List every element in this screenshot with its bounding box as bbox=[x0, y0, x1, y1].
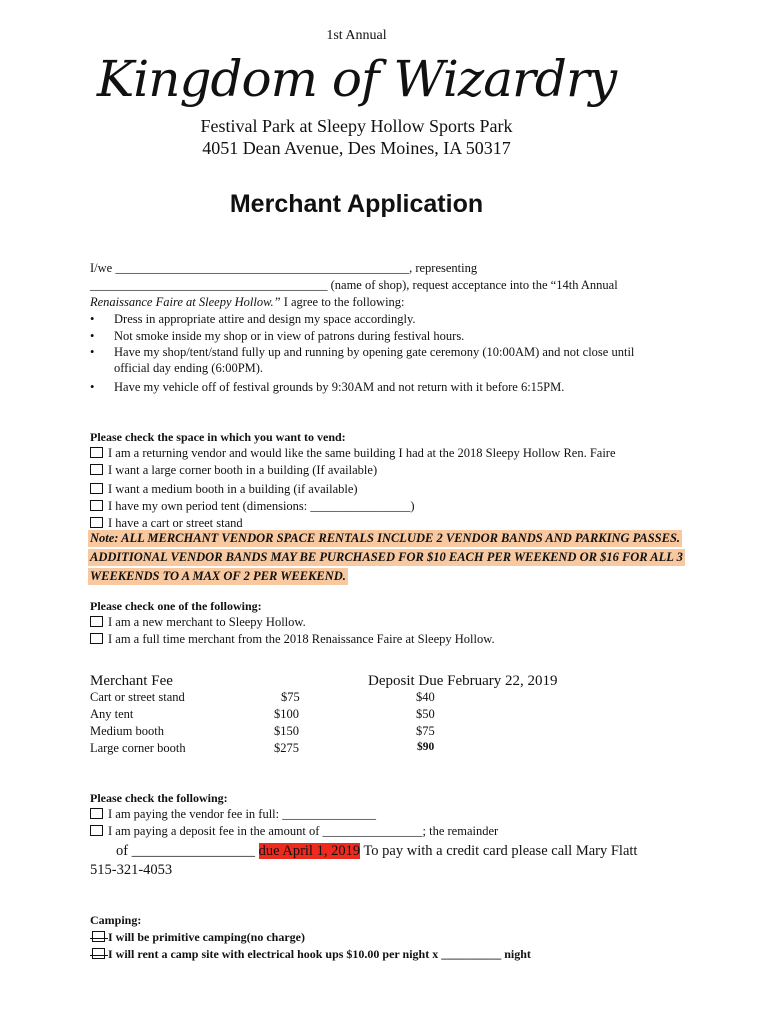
fee-label: Cart or street stand bbox=[90, 690, 185, 704]
rule-item-continued: official day ending (6:00PM). bbox=[114, 361, 264, 375]
checkbox[interactable] bbox=[90, 464, 103, 475]
due-date-highlight: due April 1, 2019 bbox=[258, 843, 361, 859]
intro-line-3 bbox=[90, 295, 405, 310]
merchant-type-heading: Please check one of the following: bbox=[90, 599, 262, 613]
note-line: Note: ALL MERCHANT VENDOR SPACE RENTALS INCLUDE 2 VENDOR BANDS AND PARKING PASSES. bbox=[90, 531, 681, 545]
checkbox[interactable] bbox=[90, 483, 103, 494]
payment-heading: Please check the following: bbox=[90, 791, 228, 805]
deposit-amount: $50 bbox=[416, 707, 435, 721]
merchant-type-option[interactable]: I am a new merchant to Sleepy Hollow. bbox=[90, 615, 306, 630]
payment-option[interactable]: I am paying the vendor fee in full: _______________ bbox=[90, 807, 376, 822]
event-title: Kingdom of Wizardry bbox=[96, 50, 617, 108]
checkbox[interactable] bbox=[90, 808, 103, 819]
checkbox[interactable] bbox=[90, 825, 103, 836]
agree-text: I agree to the following: bbox=[280, 295, 405, 309]
intro-line-2: ______________________________________ (name of shop), request acceptance into the “14th Annual bbox=[90, 278, 618, 292]
vend-option[interactable]: I want a large corner booth in a building (If available) bbox=[90, 463, 377, 478]
vend-option[interactable]: I want a medium booth in a building (if available) bbox=[90, 482, 358, 497]
merchant-type-option[interactable]: I am a full time merchant from the 2018 Renaissance Faire at Sleepy Hollow. bbox=[90, 632, 495, 647]
fee-label: Large corner booth bbox=[90, 741, 186, 755]
fee-label: Medium booth bbox=[90, 724, 164, 738]
deposit-column-header: Deposit Due February 22, 2019 bbox=[368, 673, 558, 689]
fee-amount: $275 bbox=[274, 741, 299, 755]
page-title: Merchant Application bbox=[229, 190, 484, 218]
event-edition: 1st Annual bbox=[326, 28, 387, 43]
note-line: WEEKENDS TO A MAX OF 2 PER WEEKEND. bbox=[90, 569, 346, 583]
camping-heading: Camping: bbox=[90, 913, 142, 927]
rule-item: • Dress in appropriate attire and design my space accordingly. bbox=[90, 312, 416, 326]
checkbox-box bbox=[92, 948, 105, 959]
deposit-amount: $75 bbox=[416, 724, 435, 738]
fee-column-header: Merchant Fee bbox=[90, 673, 173, 689]
deposit-amount: $40 bbox=[416, 690, 435, 704]
deposit-amount: $90 bbox=[417, 741, 435, 753]
note-line: ADDITIONAL VENDOR BANDS MAY BE PURCHASED FOR $10 EACH PER WEEKEND OR $16 FOR ALL 3 bbox=[90, 550, 683, 564]
fee-amount: $150 bbox=[274, 724, 299, 738]
phone-number: 515-321-4053 bbox=[90, 862, 173, 878]
rule-item: • Not smoke inside my shop or in view of patrons during festival hours. bbox=[90, 329, 465, 343]
camping-option[interactable]: I will be primitive camping(no charge) bbox=[90, 930, 305, 945]
vend-option[interactable]: I am a returning vendor and would like the same building I had at the 2018 Sleepy Hollow Ren. Faire bbox=[90, 446, 616, 461]
camping-option[interactable]: I will rent a camp site with electrical hook ups $10.00 per night x __________ night bbox=[90, 947, 531, 962]
intro-line-1: I/we _______________________________________________, representing bbox=[90, 261, 478, 275]
remainder-line: of _________________ due April 1, 2019 To pay with a credit card please call Mary Flatt bbox=[116, 843, 638, 859]
checkbox[interactable] bbox=[90, 633, 103, 644]
vend-section-heading: Please check the space in which you want to vend: bbox=[90, 430, 346, 444]
address-line: 4051 Dean Avenue, Des Moines, IA 50317 bbox=[202, 138, 511, 158]
fee-amount: $75 bbox=[281, 690, 300, 704]
rule-item: • Have my vehicle off of festival grounds by 9:30AM and not return with it before 6:15PM. bbox=[90, 380, 565, 394]
checkbox[interactable] bbox=[90, 616, 103, 627]
venue-line: Festival Park at Sleepy Hollow Sports Park bbox=[200, 116, 513, 136]
checkbox[interactable] bbox=[90, 517, 103, 528]
fee-label: Any tent bbox=[90, 707, 134, 721]
rule-item: • Have my shop/tent/stand fully up and running by opening gate ceremony (10:00AM) and not close until bbox=[90, 345, 635, 359]
checkbox[interactable] bbox=[90, 500, 103, 511]
payment-option[interactable]: I am paying a deposit fee in the amount of ________________; the remainder bbox=[90, 824, 498, 839]
checkbox-box bbox=[92, 931, 105, 942]
checkbox[interactable] bbox=[90, 447, 103, 458]
vend-option[interactable]: I have a cart or street stand bbox=[90, 516, 243, 531]
vendor-band-note bbox=[88, 530, 718, 587]
faire-name: Renaissance Faire at Sleepy Hollow.” bbox=[90, 295, 281, 309]
vend-option[interactable]: I have my own period tent (dimensions: ________________) bbox=[90, 499, 415, 514]
fee-amount: $100 bbox=[274, 707, 299, 721]
